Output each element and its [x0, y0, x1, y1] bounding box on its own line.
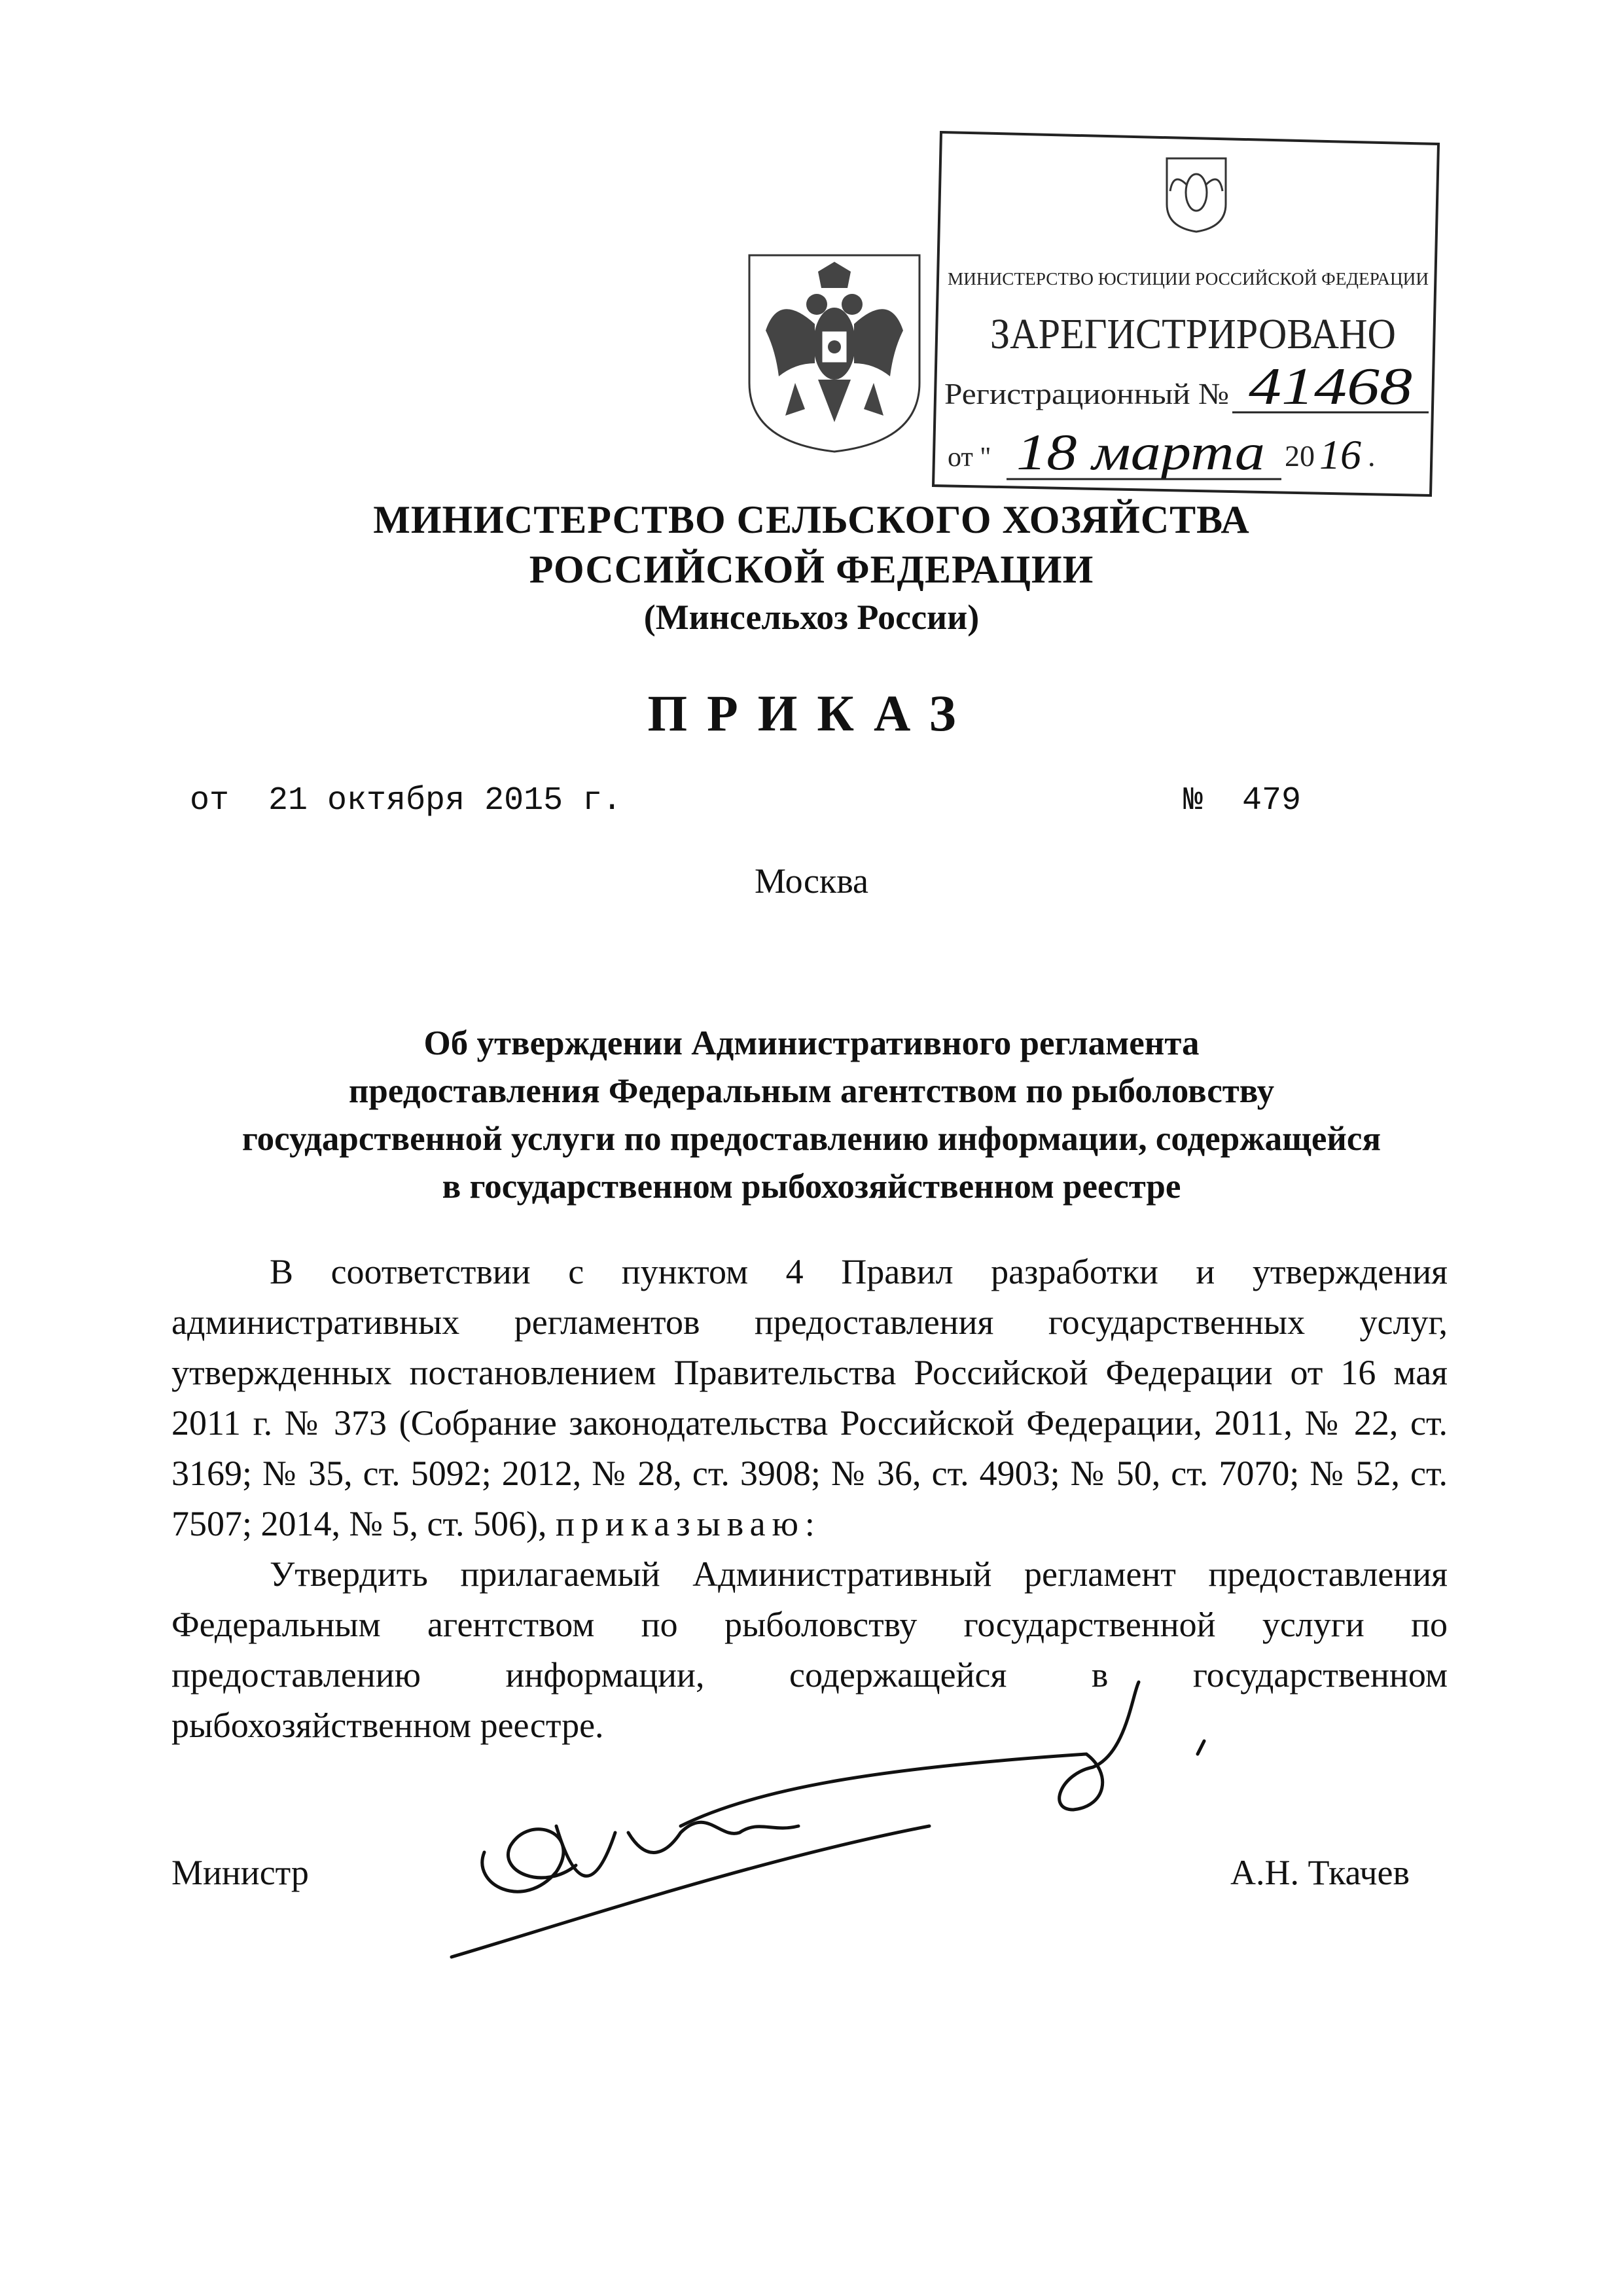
signer-name: А.Н. Ткачев	[1230, 1853, 1410, 1892]
stamp-ministry-text: МИНИСТЕРСТВО ЮСТИЦИИ РОССИЙСКОЙ ФЕДЕРАЦИИ	[948, 269, 1429, 289]
order-number: № 479	[1183, 782, 1302, 819]
ministry-name-line1: МИНИСТЕРСТВО СЕЛЬСКОГО ХОЗЯЙСТВА	[373, 498, 1250, 541]
body-paragraph-2: Утвердить прилагаемый Административный регламент предоставления Федеральным агентством по рыболовству государственной услуги по предоставлению информации, содержащейся в государственном рыбохозяйственном реестре.	[171, 1554, 1448, 1745]
stamp-status-text: ЗАРЕГИСТРИРОВАНО	[990, 310, 1396, 358]
order-word: приказываю:	[556, 1504, 821, 1543]
subject-line2: предоставления Федеральным агентством по рыболовству	[348, 1072, 1275, 1110]
coat-of-arms-emblem	[740, 252, 929, 455]
stamp-year-prefix: 20	[1285, 439, 1315, 473]
stamp-year-dot: .	[1368, 439, 1376, 473]
order-city: Москва	[755, 861, 868, 901]
ministry-name-line2: РОССИЙСКОЙ ФЕДЕРАЦИИ	[529, 548, 1094, 591]
subject-line4: в государственном рыбохозяйственном реестре	[442, 1168, 1181, 1206]
stamp-reg-label: Регистрационный №	[944, 377, 1229, 410]
subject-line1: Об утверждении Административного регламента	[423, 1024, 1200, 1062]
stamp-date-prefix: от "	[948, 442, 991, 473]
subject-line3: государственной услуги по предоставлению информации, содержащейся	[241, 1120, 1382, 1158]
order-date: от 21 октября 2015 г.	[190, 782, 622, 819]
body-paragraph-1	[171, 1247, 1448, 1549]
order-subject	[151, 1020, 1472, 1211]
body-paragraph-1-text: В соответствии с пунктом 4 Правил разработки и утверждения административных регламентов предоставления государственных услуг, утвержденных постановлением Правительства Российской Федерации от 16 мая 2011 г. № 373 (Собрание законодательства Российской Федерации, 2011, № 22, ст. 3169; № 35, ст. 5092; 2012, № 28, ст. 3908; № 36, ст. 4903; № 50, ст. 7070; № 52, ст. 7507; 2014, № 5, ст. 506),	[171, 1252, 1448, 1543]
handwritten-signature	[432, 1676, 1414, 1990]
stamp-date-handwritten: 18 марта	[1016, 423, 1265, 480]
registration-stamp	[928, 126, 1445, 499]
signer-position: Министр	[171, 1853, 309, 1892]
ministry-short-name: (Минсельхоз России)	[643, 598, 980, 637]
stamp-emblem-icon	[1167, 158, 1226, 232]
stamp-year-suffix: 16	[1319, 431, 1361, 478]
stamp-reg-number: 41468	[1249, 358, 1412, 416]
document-type-title: ПРИКАЗ	[647, 685, 976, 742]
